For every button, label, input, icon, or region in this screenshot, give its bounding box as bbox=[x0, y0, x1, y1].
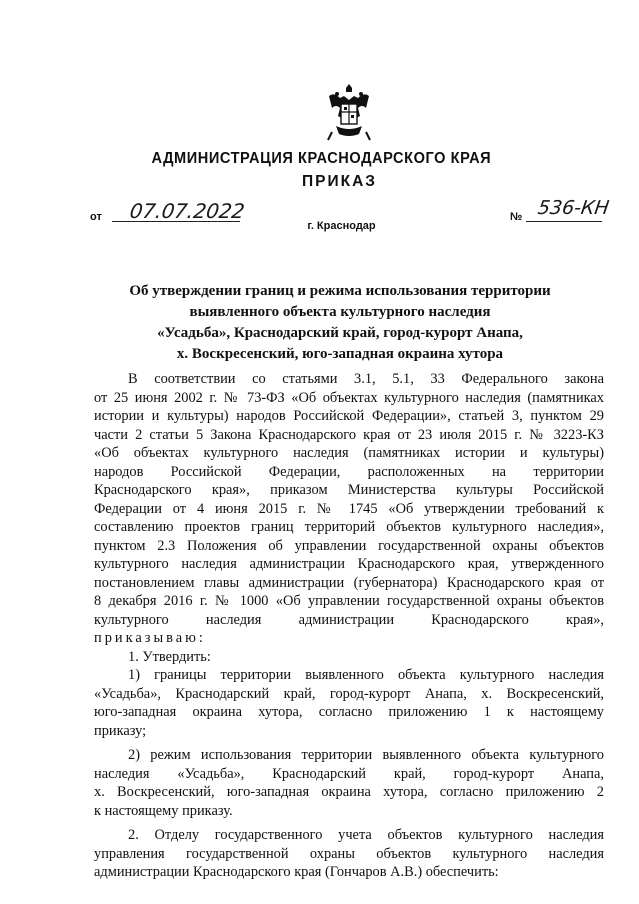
body-line: народов Российской Федерации, расположенных на территории bbox=[94, 463, 604, 480]
body-line: 2. Отделу государственного учета объектов культурного наследия bbox=[128, 827, 604, 843]
body-line: администрации Краснодарского края (Гончаров А.В.) обеспечить: bbox=[94, 864, 499, 880]
from-label: от bbox=[90, 211, 102, 223]
document-type: ПРИКАЗ bbox=[302, 173, 377, 190]
body-line: от 25 июня 2002 г. № 73-ФЗ «Об объектах культурного наследия (памятниках bbox=[94, 389, 604, 406]
body-line: истории и культуры) народов Российской Федерации», статьей 3, пунктом 29 bbox=[94, 408, 604, 424]
body-line: управления государственной охраны объектов культурного наследия bbox=[94, 845, 604, 862]
coat-of-arms-icon bbox=[326, 82, 372, 142]
body-line: к настоящему приказу. bbox=[94, 802, 233, 819]
body-line: 2) режим использования территории выявленного объекта культурного bbox=[128, 747, 604, 763]
document-title bbox=[100, 281, 580, 365]
body-line: 1. Утвердить: bbox=[128, 648, 211, 665]
city: г. Краснодар bbox=[307, 220, 376, 232]
body-line: культурного наследия администрации Краснодарского края», bbox=[94, 611, 604, 628]
body-line: В соответствии со статьями 3.1, 5.1, 33 Федерального закона bbox=[128, 371, 604, 387]
title-line: выявленного объекта культурного наследия bbox=[189, 304, 491, 320]
body-line: пунктом 2.3 Положения об управлении государственной охраны объектов bbox=[94, 537, 604, 554]
organization-name: АДМИНИСТРАЦИЯ КРАСНОДАРСКОГО КРАЯ bbox=[151, 150, 492, 167]
number-label: № bbox=[510, 211, 523, 223]
body-line: приказу; bbox=[94, 722, 147, 739]
body-line: х. Воскресенский, юго-западная окраина хутора, согласно приложению 2 bbox=[94, 784, 604, 800]
title-line: Об утверждении границ и режима использования территории bbox=[129, 283, 551, 299]
body-line: составлению проектов границ территорий объектов культурного наследия», bbox=[94, 519, 604, 535]
body-line: 1) границы территории выявленного объекта культурного наследия bbox=[128, 667, 604, 683]
body-line: «Усадьба», Краснодарский край, город-курорт Анапа, х. Воскресенский, bbox=[94, 685, 604, 702]
body-line-order: приказываю: bbox=[94, 630, 206, 646]
body-line: культурного наследия администрации Краснодарского края, утвержденного bbox=[94, 556, 604, 572]
document-number: 536-КН bbox=[536, 197, 611, 219]
body-line: части 2 статьи 5 Закона Краснодарского края от 23 июля 2015 г. № 3223-КЗ bbox=[94, 426, 604, 443]
body-line: наследия «Усадьба», Краснодарский край, город-курорт Анапа, bbox=[94, 765, 604, 782]
document-body bbox=[94, 370, 604, 882]
body-line: постановлением главы администрации (губернатора) Краснодарского края от bbox=[94, 574, 604, 591]
body-line: юго-западная окраина хутора, согласно приложению 1 к настоящему bbox=[94, 704, 604, 720]
body-line: Федерации от 4 июня 2015 г. № 1745 «Об утверждении требований к bbox=[94, 500, 604, 517]
document-date: 07.07.2022 bbox=[128, 199, 247, 223]
title-line: х. Воскресенский, юго-западная окраина хутора bbox=[176, 346, 504, 362]
body-line: «Об объектах культурного наследия (памятниках истории и культуры) bbox=[94, 445, 604, 461]
body-line: Краснодарского края», приказом Министерства культуры Российской bbox=[94, 482, 604, 498]
title-line: «Усадьба», Краснодарский край, город-курорт Анапа, bbox=[157, 325, 523, 341]
body-line: 8 декабря 2016 г. № 1000 «Об управлении государственной охраны объектов bbox=[94, 593, 604, 609]
